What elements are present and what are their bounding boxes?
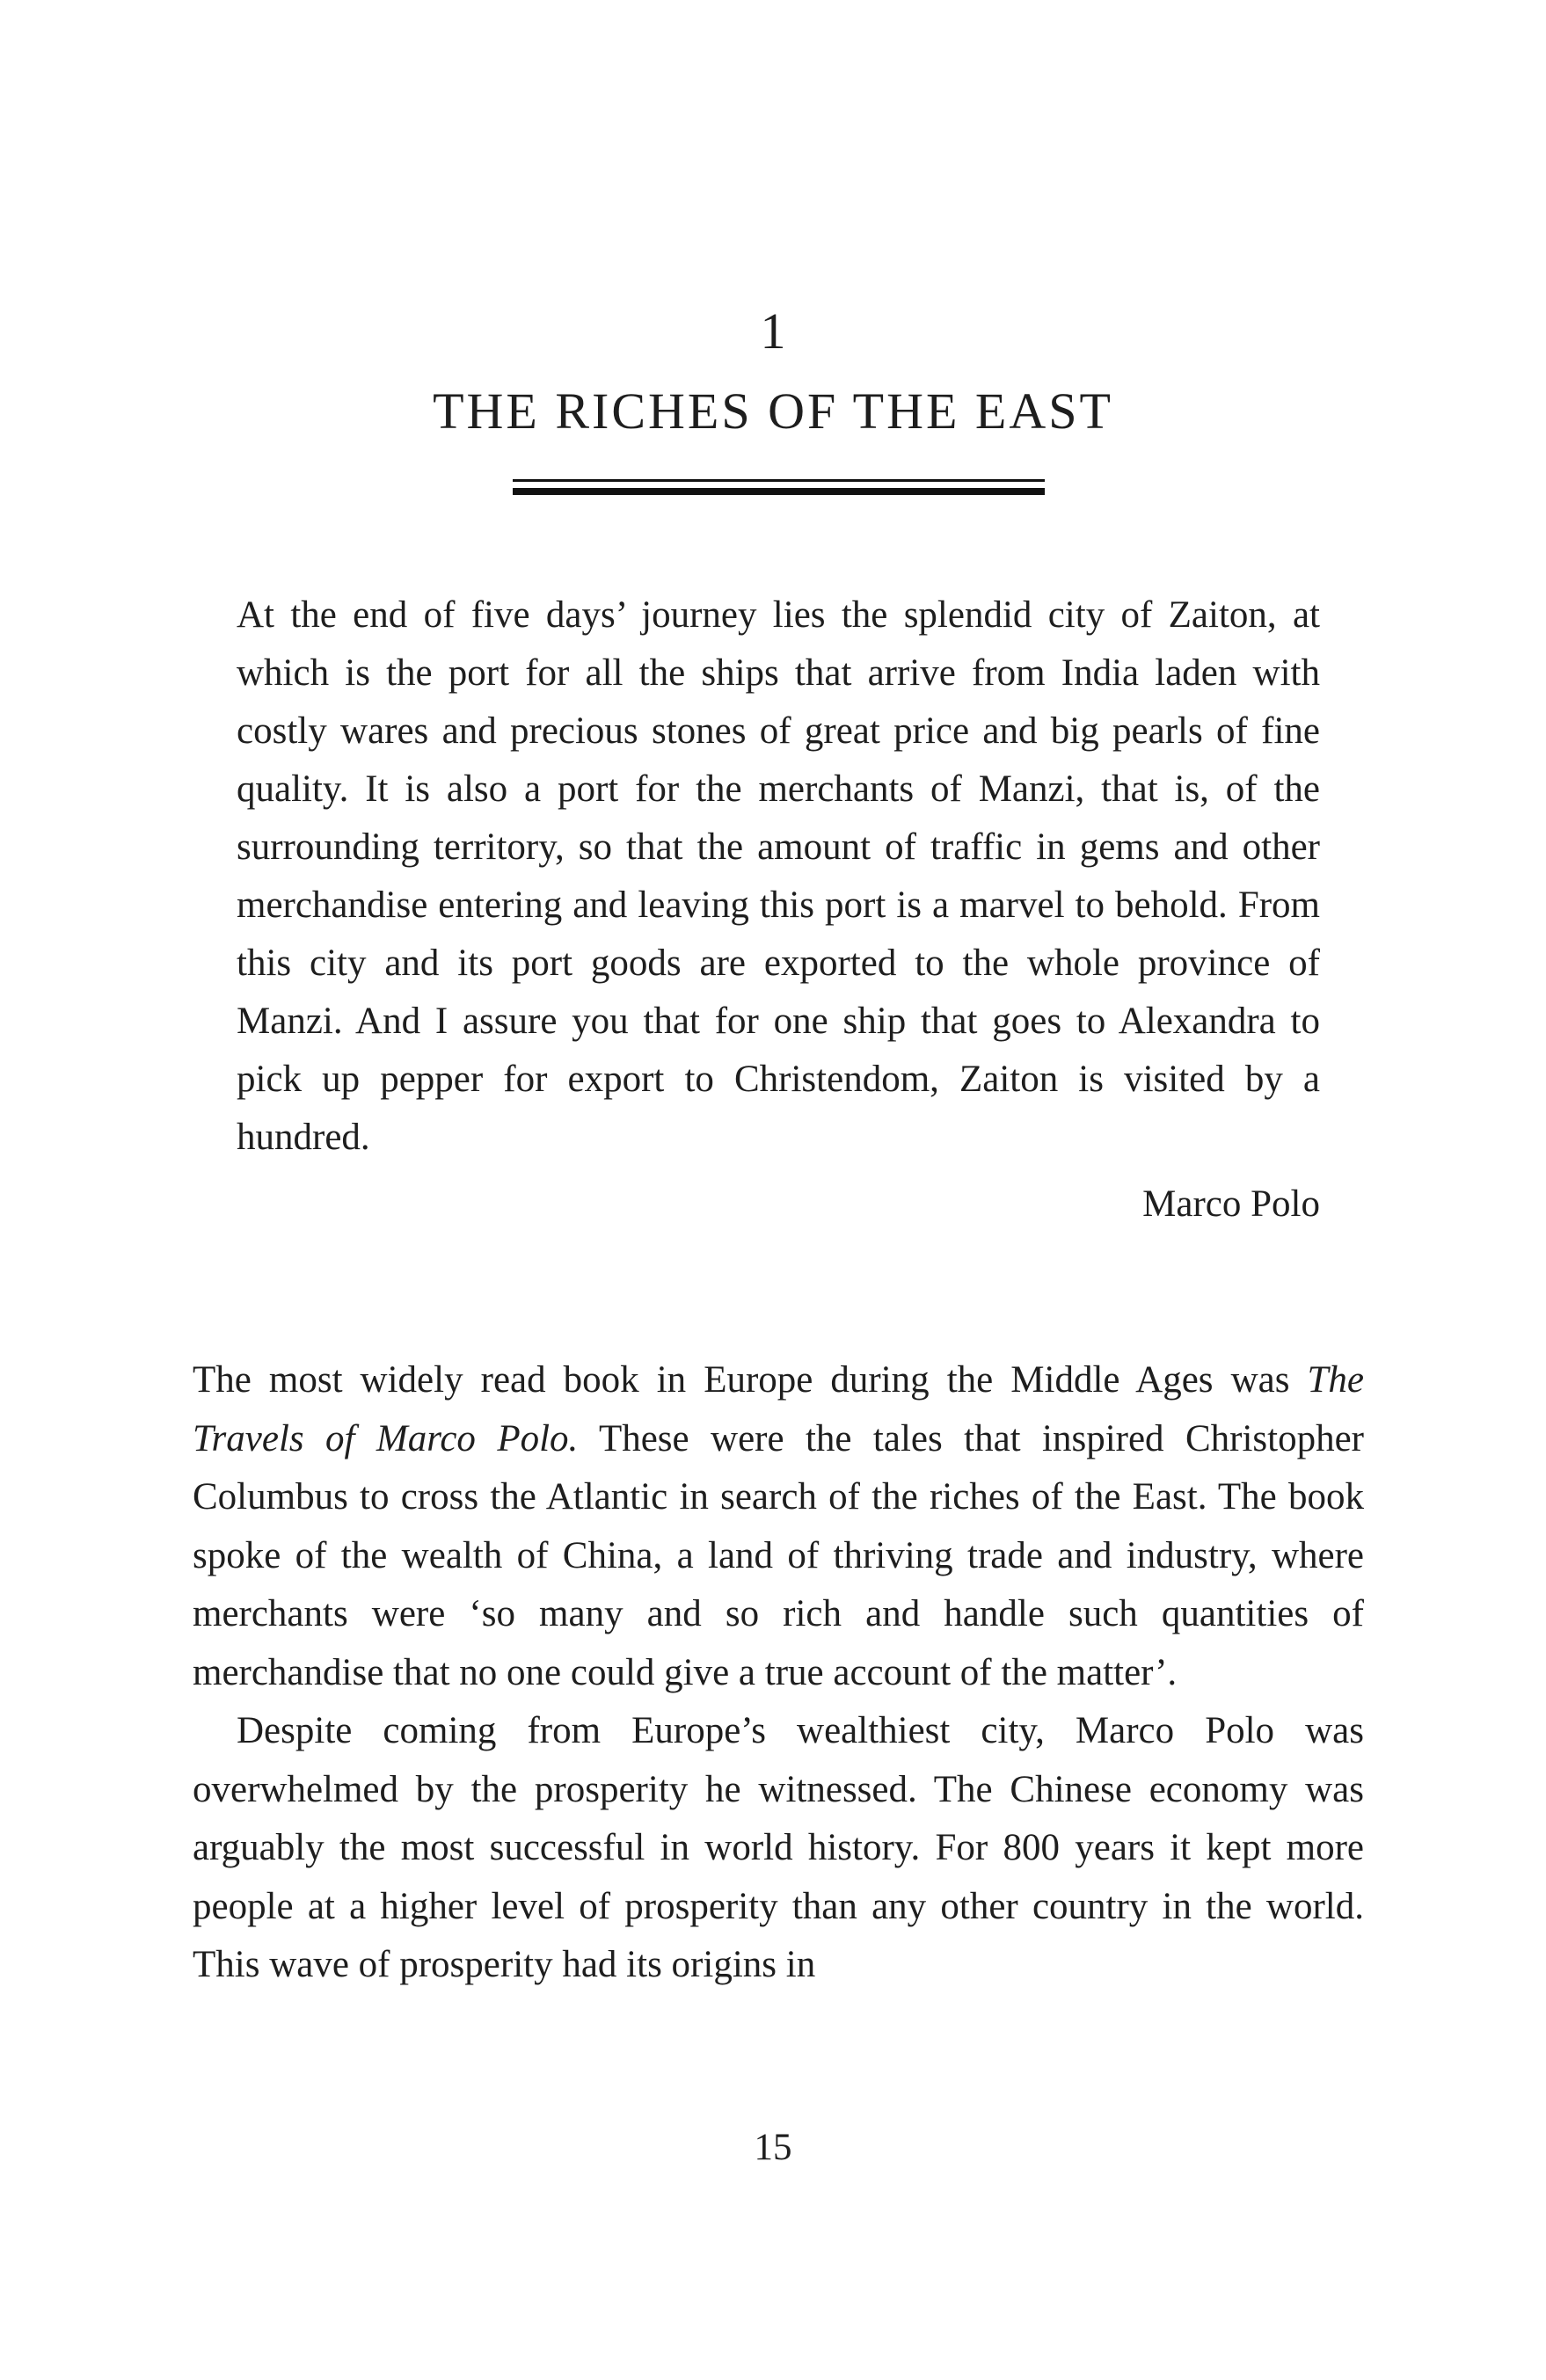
paragraph-2: Despite coming from Europe’s wealthiest city, Marco Polo was overwhelmed by the prosperity he witnessed. The Chinese economy was arguably the most successful in world history. For 800 years it kept more people at a higher level of prosperity than any other country in the world. This wave of prosperity had its origins in [193, 1710, 1364, 1985]
chapter-title: THE RICHES OF THE EAST [433, 382, 1113, 440]
book-title: The Travels of Marco Polo. [193, 1359, 1364, 1459]
paragraph-1-rest: These were the tales that inspired Christopher Columbus to cross the Atlantic in search of the riches of the East. The book spoke of the wealth of China, a land of thriving trade and industry, where merchants were ‘so many and so rich and handle such quantities of merchandise that no one could give a true account of the matter’. [193, 1417, 1364, 1693]
epigraph-attribution: Marco Polo [1142, 1183, 1320, 1225]
paragraph-1-start: The most widely read book in Europe during the Middle Ages was [193, 1359, 1308, 1401]
paragraph-1 [193, 1351, 1364, 1702]
epigraph-quote: At the end of five days’ journey lies the splendid city of Zaiton, at which is the port for all the ships that arrive from India laden with costly wares and precious stones of great price and big pearls of fine quality. It is also a port for the merchants of Manzi, that is, of the surrounding territory, so that the amount of traffic in gems and other merchandise entering and leaving this port is a marvel to behold. From this city and its port goods are exported to the whole province of Manzi. And I assure you that for one ship that goes to Alexandra to pick up pepper for export to Christendom, Zaiton is visited by a hundred. [237, 594, 1320, 1158]
page-number: 15 [754, 2127, 792, 2168]
title-rule [513, 479, 1045, 500]
body-text [193, 1351, 1364, 1995]
title-rule-thick-line [513, 488, 1045, 495]
title-rule-thin-line [513, 479, 1045, 482]
chapter-number: 1 [760, 302, 786, 360]
